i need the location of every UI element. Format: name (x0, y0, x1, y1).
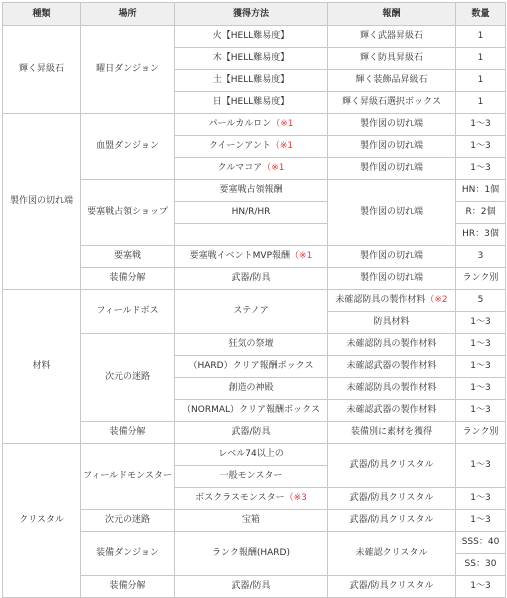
table-row (3, 444, 506, 466)
place-cell: 血盟ダンジョン (81, 114, 175, 180)
method-cell: 宝箱 (175, 510, 328, 532)
qty-cell: 1～3 (456, 378, 506, 400)
type-cell: 材料 (3, 290, 81, 444)
method-cell: HN/R/HR (175, 202, 328, 224)
method-cell-empty (175, 224, 328, 246)
reward-cell: 武器/防具クリスタル (328, 488, 456, 510)
reward-table-container (2, 2, 506, 598)
method-cell: 武器/防具 (175, 576, 328, 598)
qty-cell: 1 (456, 26, 506, 48)
qty-cell: R：2個 (456, 202, 506, 224)
footnote-mark: （※2 (425, 295, 448, 305)
qty-cell: 1～3 (456, 312, 506, 334)
reward-cell: 未確認防具の製作材料 (328, 378, 456, 400)
qty-cell: 1～3 (456, 334, 506, 356)
method-cell: （HARD）クリア報酬ボックス (175, 356, 328, 378)
qty-cell: 1～3 (456, 158, 506, 180)
method-text: クイーンアント (208, 141, 271, 151)
table-row (3, 114, 506, 136)
method-cell: 要塞戦占領報酬 (175, 180, 328, 202)
reward-cell: 未確認武器の製作材料 (328, 356, 456, 378)
method-text: ボスクラスモンスター (195, 493, 285, 503)
method-cell (175, 488, 328, 510)
header-type: 種類 (3, 3, 81, 26)
reward-cell: 未確認武器の製作材料 (328, 400, 456, 422)
place-cell: 装備分解 (81, 268, 175, 290)
method-cell: 木【HELL難易度】 (175, 48, 328, 70)
qty-cell: 1～3 (456, 510, 506, 532)
table-row (3, 26, 506, 48)
table-row (3, 290, 506, 312)
qty-cell: 5 (456, 290, 506, 312)
place-cell: 装備ダンジョン (81, 532, 175, 576)
footnote-mark: （※3 (284, 493, 307, 503)
place-cell: 装備分解 (81, 422, 175, 444)
reward-cell: 武器/防具クリスタル (328, 444, 456, 488)
method-cell: 土【HELL難易度】 (175, 70, 328, 92)
method-cell: （NORMAL）クリア報酬ボックス (175, 400, 328, 422)
method-cell: 火【HELL難易度】 (175, 26, 328, 48)
qty-cell: HR：3個 (456, 224, 506, 246)
place-cell: フィールドボス (81, 290, 175, 334)
place-cell: 次元の迷路 (81, 510, 175, 532)
reward-cell: 装備別に素材を獲得 (328, 422, 456, 444)
reward-cell: 輝く武器昇級石 (328, 26, 456, 48)
place-cell: 次元の迷路 (81, 334, 175, 422)
method-cell: 武器/防具 (175, 268, 328, 290)
reward-cell: 製作図の切れ端 (328, 246, 456, 268)
qty-cell: 1～3 (456, 114, 506, 136)
reward-cell: 輝く昇級石選択ボックス (328, 92, 456, 114)
method-cell: 創造の神殿 (175, 378, 328, 400)
reward-cell: 製作図の切れ端 (328, 136, 456, 158)
reward-cell: 製作図の切れ端 (328, 268, 456, 290)
method-cell (175, 136, 328, 158)
qty-cell: 1～3 (456, 136, 506, 158)
reward-cell: 防具材料 (328, 312, 456, 334)
type-cell: 輝く昇級石 (3, 26, 81, 114)
qty-cell: 3 (456, 246, 506, 268)
place-cell: 要塞戦 (81, 246, 175, 268)
reward-cell: 輝く装飾品昇級石 (328, 70, 456, 92)
reward-cell: 輝く防具昇級石 (328, 48, 456, 70)
qty-cell: 1～3 (456, 576, 506, 598)
method-cell: 日【HELL難易度】 (175, 92, 328, 114)
reward-cell: 武器/防具クリスタル (328, 576, 456, 598)
place-cell: 曜日ダンジョン (81, 26, 175, 114)
place-cell: フィールドモンスター (81, 444, 175, 510)
place-cell: 装備分解 (81, 576, 175, 598)
reward-cell: 未確認防具の製作材料 (328, 334, 456, 356)
reward-table (2, 2, 506, 598)
method-cell: ステノア (175, 290, 328, 334)
qty-cell: 1～3 (456, 400, 506, 422)
reward-cell (328, 290, 456, 312)
reward-cell: 未確認クリスタル (328, 532, 456, 576)
footnote-mark: （※1 (290, 251, 313, 261)
footnote-mark: （※1 (262, 163, 285, 173)
reward-cell: 製作図の切れ端 (328, 114, 456, 136)
reward-cell: 武器/防具クリスタル (328, 510, 456, 532)
header-row (3, 3, 506, 26)
method-text: パールカルロン (208, 119, 272, 129)
qty-cell: SS：30 (456, 554, 506, 576)
qty-cell: 1 (456, 92, 506, 114)
header-qty: 数量 (456, 3, 506, 26)
method-cell: レベル74以上の (175, 444, 328, 466)
method-cell: 狂気の祭壇 (175, 334, 328, 356)
qty-cell: 1～3 (456, 444, 506, 488)
method-text: 要塞戦イベントMVP報酬 (189, 251, 291, 261)
header-reward: 報酬 (328, 3, 456, 26)
method-cell: 一般モンスター (175, 466, 328, 488)
footnote-mark: （※1 (271, 119, 294, 129)
qty-cell: ランク別 (456, 268, 506, 290)
qty-cell: 1 (456, 48, 506, 70)
method-text: クルマコア (217, 163, 263, 173)
footnote-mark: （※1 (270, 141, 294, 151)
type-cell: 製作図の切れ端 (3, 114, 81, 290)
header-place: 場所 (81, 3, 175, 26)
method-cell (175, 114, 328, 136)
place-cell: 要塞戦占領ショップ (81, 180, 175, 246)
reward-text: 未確認防具の製作材料 (335, 295, 426, 305)
qty-cell: 1～3 (456, 356, 506, 378)
reward-cell: 製作図の切れ端 (328, 180, 456, 246)
method-cell: ランク報酬(HARD) (175, 532, 328, 576)
qty-cell: ランク別 (456, 422, 506, 444)
reward-cell: 製作図の切れ端 (328, 158, 456, 180)
method-cell (175, 246, 328, 268)
qty-cell: SSS：40 (456, 532, 506, 554)
qty-cell: 1～3 (456, 488, 506, 510)
method-cell: 武器/防具 (175, 422, 328, 444)
method-cell (175, 158, 328, 180)
qty-cell: HN：1個 (456, 180, 506, 202)
type-cell: クリスタル (3, 444, 81, 598)
header-method: 獲得方法 (175, 3, 328, 26)
qty-cell: 1 (456, 70, 506, 92)
